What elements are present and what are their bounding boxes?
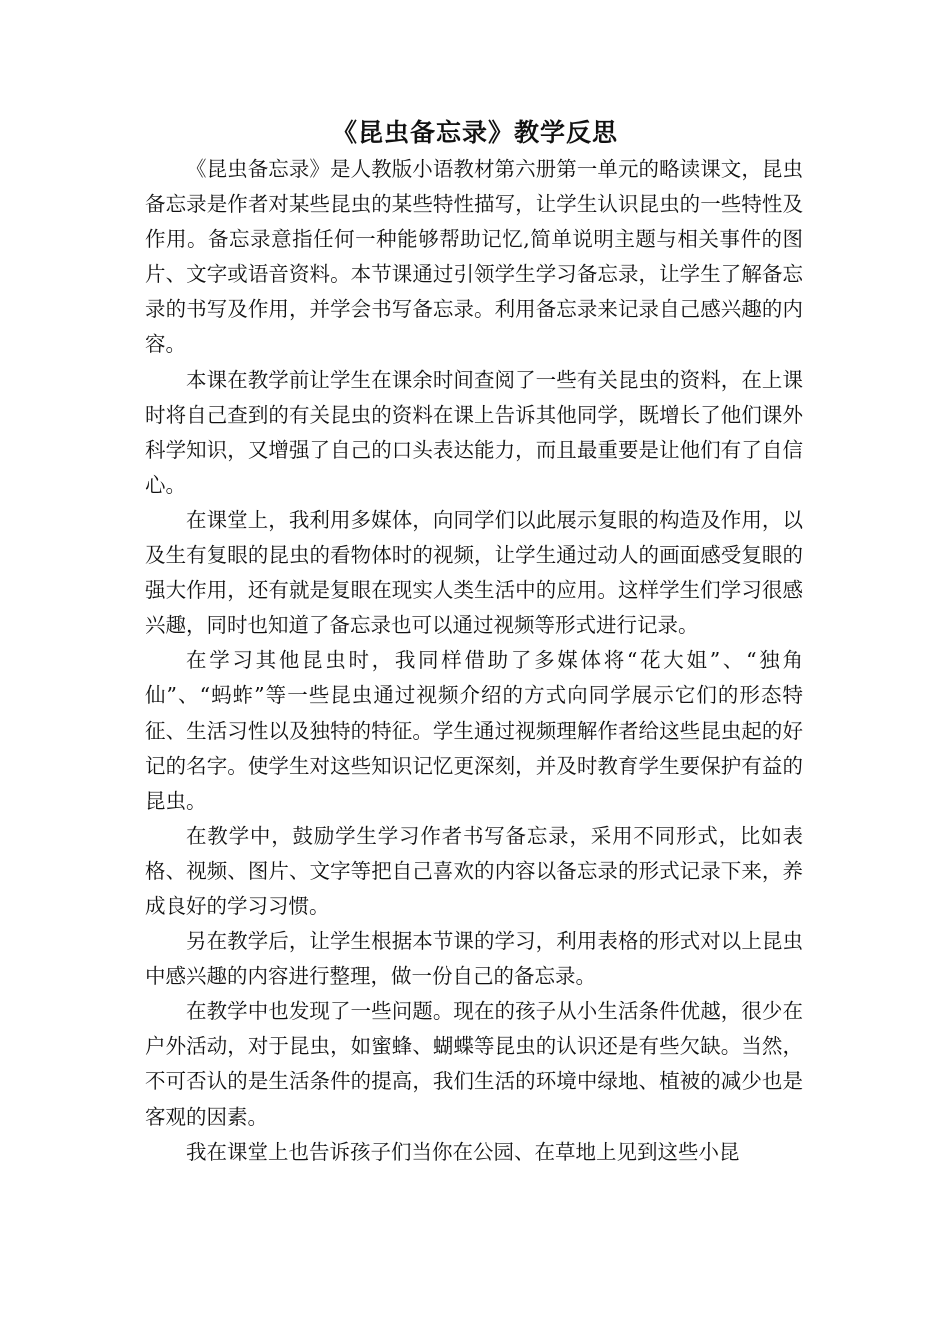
paragraph-4: 在学习其他昆虫时，我同样借助了多媒体将“花大姐”、“独角仙”、“蚂蚱”等一些昆虫通过视频介绍的方式向同学展示它们的形态特征、生活习性以及独特的特征。学生通过视频理解作者给这些昆虫起的好记的名字。使学生对这些知识记忆更深刻，并及时教育学生要保护有益的昆虫。 [145,648,803,813]
paragraph-6: 另在教学后，让学生根据本节课的学习，利用表格的形式对以上昆虫中感兴趣的内容进行整理，做一份自己的备忘录。 [145,929,803,989]
document-body [145,152,803,1170]
paragraph-3: 在课堂上，我利用多媒体，向同学们以此展示复眼的构造及作用，以及生有复眼的昆虫的看物体时的视频，让学生通过动人的画面感受复眼的强大作用，还有就是复眼在现实人类生活中的应用。这样学生们学习很感兴趣，同时也知道了备忘录也可以通过视频等形式进行记录。 [145,507,803,638]
paragraph-8: 我在课堂上也告诉孩子们当你在公园、在草地上见到这些小昆 [186,1139,740,1164]
paragraph-5: 在教学中，鼓励学生学习作者书写备忘录，采用不同形式，比如表格、视频、图片、文字等把自己喜欢的内容以备忘录的形式记录下来，养成良好的学习习惯。 [145,823,803,918]
paragraph-1: 《昆虫备忘录》是人教版小语教材第六册第一单元的略读课文，昆虫备忘录是作者对某些昆虫的某些特性描写，让学生认识昆虫的一些特性及作用。备忘录意指任何一种能够帮助记忆,简单说明主题与相关事件的图片、文字或语音资料。本节课通过引领学生学习备忘录，让学生了解备忘录的书写及作用，并学会书写备忘录。利用备忘录来记录自己感兴趣的内容。 [145,157,803,357]
paragraph-2: 本课在教学前让学生在课余时间查阅了一些有关昆虫的资料，在上课时将自己查到的有关昆虫的资料在课上告诉其他同学，既增长了他们课外科学知识，又增强了自己的口头表达能力，而且最重要是让他们有了自信心。 [145,367,803,497]
paragraph-7: 在教学中也发现了一些问题。现在的孩子从小生活条件优越，很少在户外活动，对于昆虫，如蜜蜂、蝴蝶等昆虫的认识还是有些欠缺。当然，不可否认的是生活条件的提高，我们生活的环境中绿地、植被的减少也是客观的因素。 [145,999,803,1129]
document-title: 《昆虫备忘录》教学反思 [331,118,618,147]
